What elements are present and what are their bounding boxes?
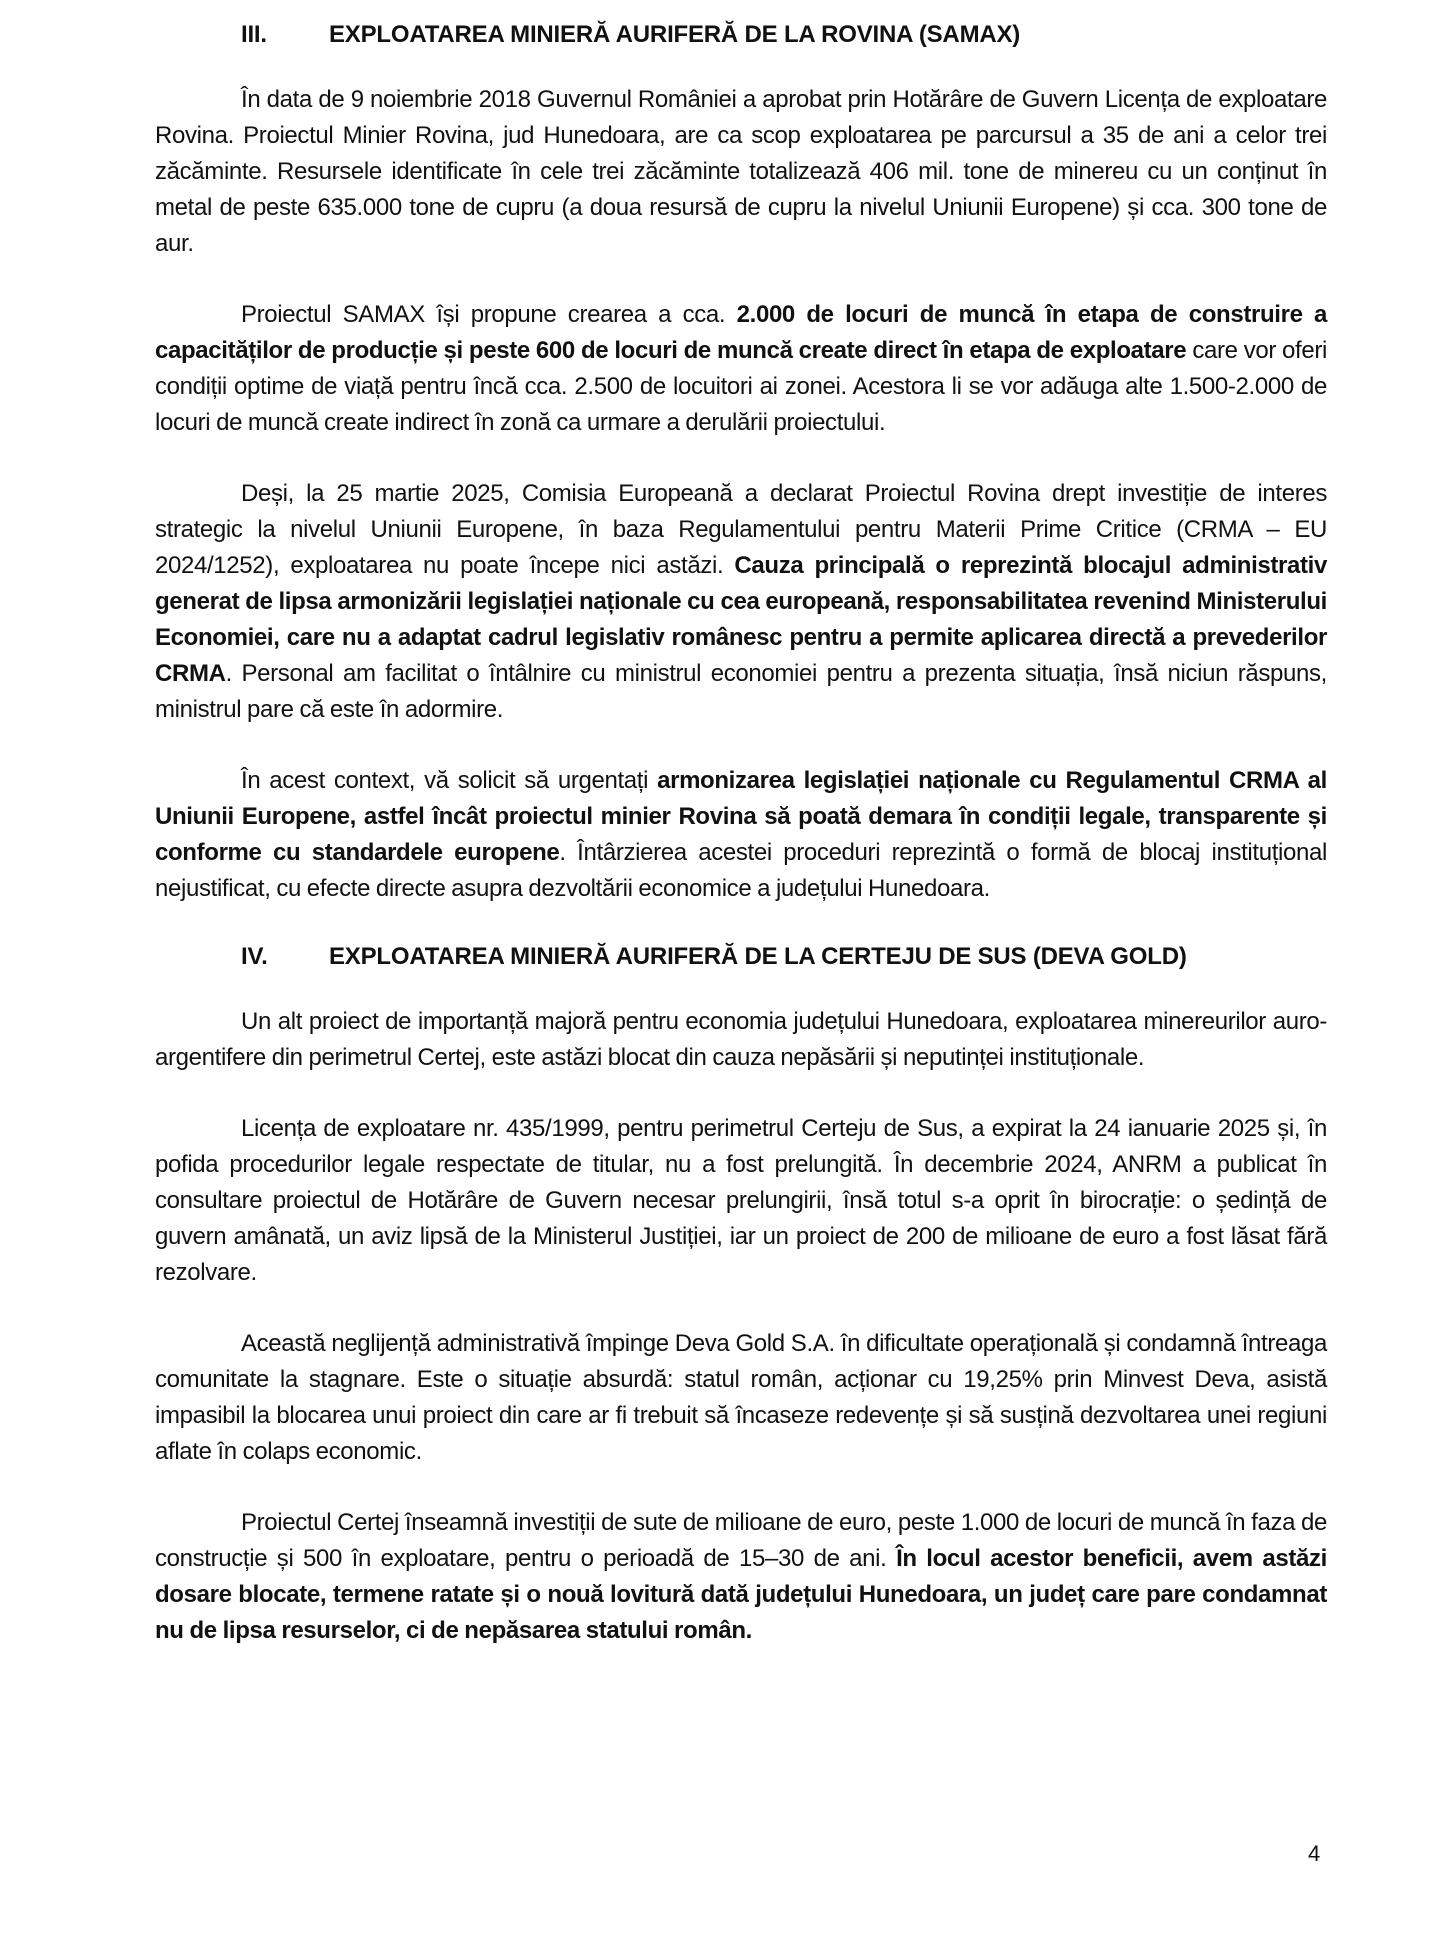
paragraph-text: Deși, la 25 martie 2025, Comisia Europeană a declarat Proiectul Rovina drept investiție de interes strategic la nivelul Uniunii Europene, în baza Regulamentului pentru Materii Prime Critice (CRMA – EU 2024/1252), exploatarea nu poate începe nici astăzi.: [155, 480, 1327, 579]
paragraph: [155, 1505, 1327, 1649]
paragraph: [155, 1004, 1327, 1076]
paragraph-bold-text: 2.000 de locuri de muncă în etapa de construire a capacităților de producție și peste 600 de locuri de muncă create direct în etapa de exploatare: [155, 301, 1327, 364]
paragraph-text: care vor oferi condiții optime de viață pentru încă cca. 2.500 de locuitori ai zonei. Acestora li se vor adăuga alte 1.500-2.000 de locuri de muncă create indirect în zonă ca urmare a derulării proiectului.: [155, 337, 1327, 436]
paragraph: [155, 763, 1327, 907]
paragraph-text: Un alt proiect de importanță majoră pentru economia județului Hunedoara, exploatarea minereurilor auro-argentifere din perimetrul Certej, este astăzi blocat din cauza nepăsării și neputinței instituționale.: [155, 1008, 1327, 1071]
paragraph-bold-text: Cauza principală o reprezintă blocajul administrativ generat de lipsa armonizării legislației naționale cu cea europeană, responsabilitatea revenind Ministerului Economiei, care nu a adaptat cadrul legislativ românesc pentru a permite aplicarea directă a prevederilor CRMA: [155, 552, 1327, 687]
section-heading-iii: [155, 18, 1327, 52]
paragraph-text: Proiectul Certej înseamnă investiții de sute de milioane de euro, peste 1.000 de locuri de muncă în faza de construcție și 500 în exploatare, pentru o perioadă de 15–30 de ani.: [155, 1509, 1327, 1572]
section-heading-iv: [155, 940, 1327, 974]
paragraph-text: . Personal am facilitat o întâlnire cu ministrul economiei pentru a prezenta situația, însă niciun răspuns, ministrul pare că este în adormire.: [155, 660, 1327, 723]
paragraph-bold-text: În locul acestor beneficii, avem astăzi dosare blocate, termene ratate și o nouă lovitură dată județului Hunedoara, un județ care pare condamnat nu de lipsa resurselor, ci de nepăsarea statului român.: [155, 1545, 1327, 1644]
paragraph-text: În data de 9 noiembrie 2018 Guvernul României a aprobat prin Hotărâre de Guvern Licența de exploatare Rovina. Proiectul Minier Rovina, jud Hunedoara, are ca scop exploatarea pe parcursul a 35 de ani a celor trei zăcăminte. Resursele identificate în cele trei zăcăminte totalizează 406 mil. tone de minereu cu un conținut în metal de peste 635.000 tone de cupru (a doua resursă de cupru la nivelul Uniunii Europene) și cca. 300 tone de aur.: [155, 86, 1327, 257]
paragraph-text: În acest context, vă solicit să urgentați: [241, 767, 658, 794]
paragraph-text: Proiectul SAMAX își propune crearea a cca.: [241, 301, 737, 328]
paragraph: [155, 82, 1327, 262]
paragraph: [155, 297, 1327, 441]
page-number: 4: [1308, 1841, 1321, 1866]
paragraph-bold-text: armonizarea legislației naționale cu Regulamentul CRMA al Uniunii Europene, astfel încât proiectul minier Rovina să poată demara în condiții legale, transparente și conforme cu standardele europene: [155, 767, 1327, 866]
document-page: [155, 18, 1327, 1684]
paragraph: [155, 476, 1327, 728]
paragraph-text: . Întârzierea acestei proceduri reprezintă o formă de blocaj instituțional nejustificat, cu efecte directe asupra dezvoltării economice a județului Hunedoara.: [155, 839, 1327, 902]
paragraph: [155, 1111, 1327, 1291]
section-title: EXPLOATAREA MINIERĂ AURIFERĂ DE LA CERTEJU DE SUS (DEVA GOLD): [329, 943, 1187, 970]
section-number: III.: [241, 21, 267, 48]
section-number: IV.: [241, 943, 268, 970]
paragraph-text: Această neglijență administrativă împinge Deva Gold S.A. în dificultate operațională și condamnă întreaga comunitate la stagnare. Este o situație absurdă: statul român, acționar cu 19,25% prin Minvest Deva, asistă impasibil la blocarea unui proiect din care ar fi trebuit să încaseze redevențe și să susțină dezvoltarea unei regiuni aflate în colaps economic.: [155, 1330, 1327, 1465]
paragraph: [155, 1326, 1327, 1470]
section-title: EXPLOATAREA MINIERĂ AURIFERĂ DE LA ROVINA (SAMAX): [329, 21, 1021, 48]
paragraph-text: Licența de exploatare nr. 435/1999, pentru perimetrul Certeju de Sus, a expirat la 24 ianuarie 2025 și, în pofida procedurilor legale respectate de titular, nu a fost prelungită. În decembrie 2024, ANRM a publicat în consultare proiectul de Hotărâre de Guvern necesar prelungirii, însă totul s-a oprit în birocrație: o ședință de guvern amânată, un aviz lipsă de la Ministerul Justiției, iar un proiect de 200 de milioane de euro a fost lăsat fără rezolvare.: [155, 1115, 1327, 1286]
